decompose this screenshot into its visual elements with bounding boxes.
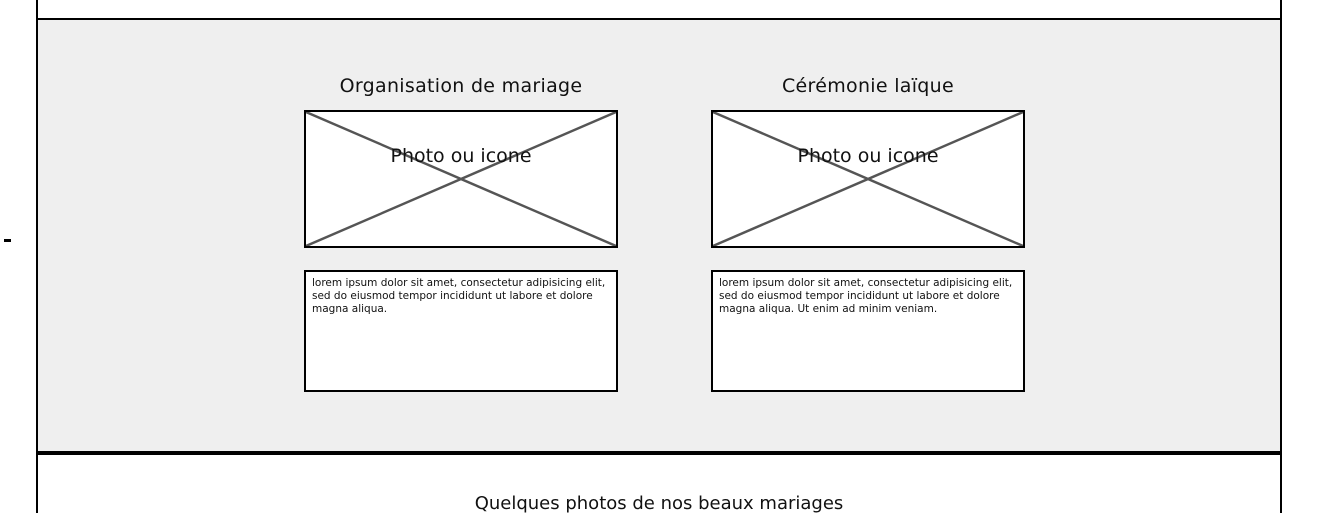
card-description: lorem ipsum dolor sit amet, consectetur adipisicing elit, sed do eiusmod tempor incididunt ut labore et dolore magna aliqua. Ut enim ad minim veniam. bbox=[711, 270, 1025, 392]
gallery-section bbox=[36, 453, 1282, 513]
card-description: lorem ipsum dolor sit amet, consectetur adipisicing elit, sed do eiusmod tempor incididunt ut labore et dolore magna aliqua. bbox=[304, 270, 618, 392]
service-card-organisation bbox=[304, 74, 618, 392]
edge-marker bbox=[4, 239, 11, 242]
services-section bbox=[36, 20, 1282, 453]
gallery-title: Quelques photos de nos beaux mariages bbox=[474, 493, 844, 514]
image-placeholder-icon bbox=[713, 112, 1023, 246]
image-placeholder bbox=[304, 110, 618, 248]
image-placeholder-label: Photo ou icone bbox=[390, 145, 532, 167]
top-section-frame bbox=[36, 0, 1282, 20]
card-title: Cérémonie laïque bbox=[781, 75, 954, 97]
service-card-ceremonie bbox=[711, 74, 1025, 392]
image-placeholder-icon bbox=[306, 112, 616, 246]
image-placeholder-label: Photo ou icone bbox=[797, 145, 939, 167]
image-placeholder bbox=[711, 110, 1025, 248]
card-title: Organisation de mariage bbox=[339, 75, 583, 97]
